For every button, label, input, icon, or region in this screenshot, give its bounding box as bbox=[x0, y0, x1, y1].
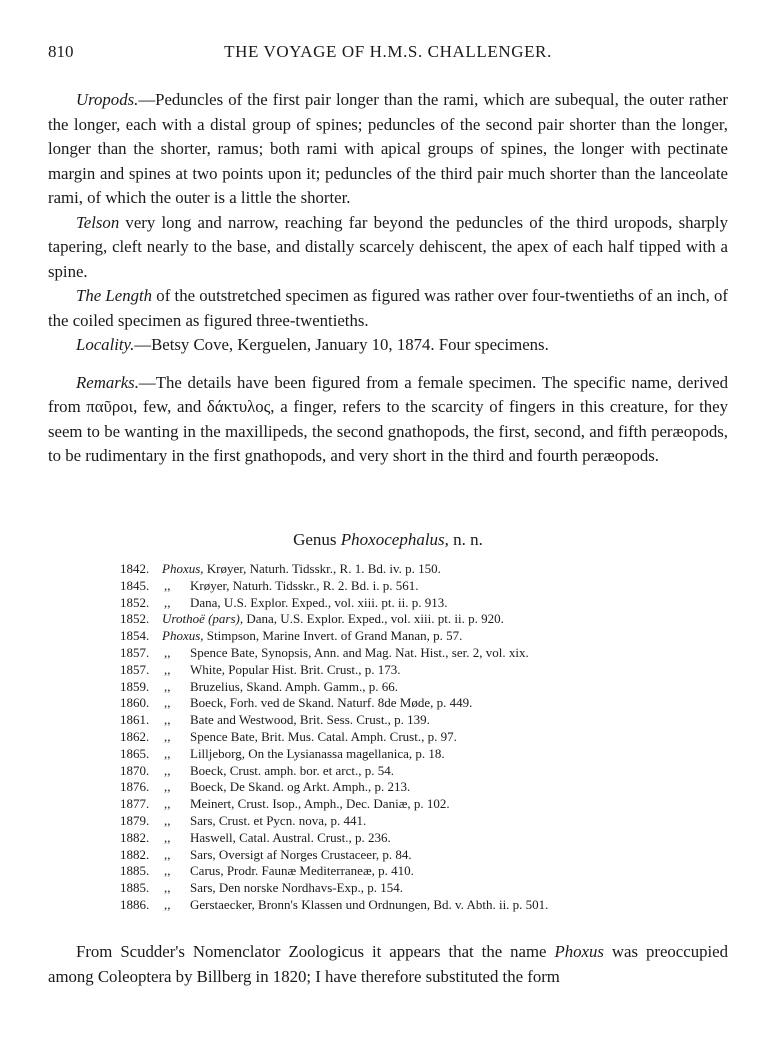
reference-citation: Spence Bate, Brit. Mus. Catal. Amph. Crust., p. 97. bbox=[190, 728, 457, 744]
reference-genus: ,, bbox=[164, 712, 171, 728]
running-header bbox=[48, 42, 728, 66]
reference-row bbox=[120, 863, 700, 880]
reference-year: 1885. bbox=[120, 863, 150, 879]
reference-genus: ,, bbox=[164, 812, 171, 828]
reference-genus: ,, bbox=[164, 762, 171, 778]
telson-paragraph bbox=[48, 211, 728, 285]
length-text: of the outstretched specimen as figured was rather over four-twentieths of an inch, of the coiled specimen as figured three-twentieths. bbox=[48, 286, 728, 330]
reference-year: 1845. bbox=[120, 577, 150, 593]
reference-citation: Spence Bate, Synopsis, Ann. and Mag. Nat. Hist., ser. 2, vol. xix. bbox=[190, 644, 529, 660]
reference-row bbox=[120, 595, 700, 612]
description-text bbox=[48, 88, 728, 469]
telson-text: very long and narrow, reaching far beyond the peduncles of the third uropods, sharply tapering, cleft nearly to the base, and distally scarcely dehiscent, the apex of each half tipped with a spine. bbox=[48, 212, 728, 281]
uropods-text: —Peduncles of the first pair longer than the rami, which are subequal, the outer rather the longer, each with a distal group of spines; peduncles of the second pair shorter than the longer, longer than the shorter, ramus; both rami with apical groups of spines, the longer with pectinate margin and spines at two points upon it; peduncles of the third pair much shorter than the lanceolate rami, of which the outer is a little the shorter. bbox=[48, 90, 728, 207]
reference-citation: Boeck, Crust. amph. bor. et arct., p. 54. bbox=[190, 762, 394, 778]
length-paragraph bbox=[48, 284, 728, 333]
reference-row bbox=[120, 695, 700, 712]
reference-citation: Sars, Oversigt af Norges Crustaceer, p. 84. bbox=[190, 846, 412, 862]
reference-row bbox=[120, 578, 700, 595]
reference-year: 1882. bbox=[120, 846, 150, 862]
reference-genus: ,, bbox=[164, 644, 171, 660]
uropods-label: Uropods. bbox=[76, 90, 139, 109]
reference-genus: ,, bbox=[164, 745, 171, 761]
reference-year: 1876. bbox=[120, 779, 150, 795]
reference-citation: Sars, Crust. et Pycn. nova, p. 441. bbox=[190, 812, 367, 828]
reference-genus: ,, bbox=[164, 695, 171, 711]
reference-citation: Boeck, De Skand. og Arkt. Amph., p. 213. bbox=[190, 779, 411, 795]
reference-citation: Haswell, Catal. Austral. Crust., p. 236. bbox=[190, 829, 391, 845]
locality-text: —Betsy Cove, Kerguelen, January 10, 1874. Four specimens. bbox=[134, 335, 549, 354]
reference-citation: Bate and Westwood, Brit. Sess. Crust., p. 139. bbox=[190, 712, 430, 728]
reference-year: 1860. bbox=[120, 695, 150, 711]
reference-year: 1854. bbox=[120, 628, 150, 644]
uropods-paragraph bbox=[48, 88, 728, 211]
reference-year: 1865. bbox=[120, 745, 150, 761]
reference-row bbox=[120, 561, 700, 578]
reference-year: 1879. bbox=[120, 812, 150, 828]
locality-label: Locality. bbox=[76, 335, 135, 354]
reference-genus: ,, bbox=[164, 594, 171, 610]
reference-year: 1877. bbox=[120, 796, 150, 812]
reference-genus: ,, bbox=[164, 829, 171, 845]
reference-row bbox=[120, 897, 700, 914]
reference-year: 1852. bbox=[120, 611, 150, 627]
reference-genus: ,, bbox=[164, 779, 171, 795]
remarks-label: Remarks. bbox=[76, 372, 139, 392]
reference-year: 1885. bbox=[120, 880, 150, 896]
reference-citation: Meinert, Crust. Isop., Amph., Dec. Daniæ, p. 102. bbox=[190, 796, 450, 812]
reference-row bbox=[120, 645, 700, 662]
reference-row bbox=[120, 847, 700, 864]
reference-row bbox=[120, 779, 700, 796]
reference-citation: Bruzelius, Skand. Amph. Gamm., p. 66. bbox=[190, 678, 398, 694]
reference-row bbox=[120, 830, 700, 847]
reference-year: 1870. bbox=[120, 762, 150, 778]
reference-year: 1852. bbox=[120, 594, 150, 610]
reference-genus: ,, bbox=[164, 796, 171, 812]
reference-genus: ,, bbox=[164, 678, 171, 694]
reference-genus: ,, bbox=[164, 863, 171, 879]
reference-genus: Phoxus, bbox=[162, 561, 204, 576]
reference-year: 1857. bbox=[120, 644, 150, 660]
reference-citation: Boeck, Forh. ved de Skand. Naturf. 8de Møde, p. 449. bbox=[190, 695, 473, 711]
reference-year: 1857. bbox=[120, 661, 150, 677]
reference-citation: Krøyer, Naturh. Tidsskr., R. 1. Bd. iv. p. 150. bbox=[206, 561, 441, 576]
reference-genus: Phoxus, bbox=[162, 628, 204, 644]
genus-name: Phoxocephalus bbox=[340, 530, 445, 549]
reference-row bbox=[120, 611, 700, 628]
reference-year: 1842. bbox=[120, 561, 150, 576]
reference-row bbox=[120, 796, 700, 813]
closing-part-2: was preoccupied among Coleoptera by Billberg in 1820; I have therefore substituted the form bbox=[48, 942, 728, 986]
closing-genus-name: Phoxus bbox=[554, 942, 604, 961]
reference-citation: Krøyer, Naturh. Tidsskr., R. 2. Bd. i. p. 561. bbox=[190, 577, 419, 593]
reference-genus: ,, bbox=[164, 846, 171, 862]
closing-text bbox=[48, 940, 728, 989]
reference-genus: ,, bbox=[164, 728, 171, 744]
reference-year: 1886. bbox=[120, 896, 150, 912]
reference-genus: ,, bbox=[164, 880, 171, 896]
reference-citation: White, Popular Hist. Brit. Crust., p. 173. bbox=[190, 661, 401, 677]
reference-row bbox=[120, 729, 700, 746]
reference-citation: Dana, U.S. Explor. Exped., vol. xiii. pt. ii. p. 920. bbox=[246, 611, 504, 627]
reference-genus: Urothoë (pars), bbox=[162, 611, 244, 627]
reference-year: 1882. bbox=[120, 829, 150, 845]
reference-citation: Stimpson, Marine Invert. of Grand Manan, p. 57. bbox=[206, 628, 463, 644]
reference-citation: Sars, Den norske Nordhavs-Exp., p. 154. bbox=[190, 880, 404, 896]
genus-heading bbox=[48, 530, 728, 550]
reference-genus: ,, bbox=[164, 661, 171, 677]
reference-row bbox=[120, 763, 700, 780]
reference-row bbox=[120, 712, 700, 729]
remarks-paragraph bbox=[48, 371, 728, 469]
genus-prefix: Genus bbox=[293, 530, 341, 549]
page-number: 810 bbox=[48, 42, 74, 61]
reference-citation: Lilljeborg, On the Lysianassa magellanica, p. 18. bbox=[190, 745, 445, 761]
length-label: The Length bbox=[76, 286, 153, 305]
reference-genus: ,, bbox=[164, 896, 171, 912]
closing-part-1: From Scudder's Nomenclator Zoologicus it appears that the name bbox=[76, 942, 555, 961]
reference-row bbox=[120, 662, 700, 679]
synonymy-list bbox=[120, 561, 700, 914]
running-title: THE VOYAGE OF H.M.S. CHALLENGER. bbox=[224, 42, 552, 61]
closing-paragraph bbox=[48, 940, 728, 989]
reference-row bbox=[120, 679, 700, 696]
reference-year: 1861. bbox=[120, 712, 150, 728]
telson-label: Telson bbox=[76, 212, 120, 232]
locality-paragraph bbox=[48, 333, 728, 358]
reference-row bbox=[120, 813, 700, 830]
reference-year: 1862. bbox=[120, 728, 150, 744]
remarks-text: —The details have been figured from a female specimen. The specific name, derived from παῦροι, few, and δάκτυλος, a finger, refers to the scarcity of fingers in this creature, for they seem to be wanting in the maxillipeds, the second gnathopods, the first, second, and fifth peræopods, to be rudimentary in the first gnathopods, and very short in the third and fourth peræopods. bbox=[48, 372, 728, 465]
reference-row bbox=[120, 628, 700, 645]
reference-year: 1859. bbox=[120, 678, 150, 694]
reference-citation: Gerstaecker, Bronn's Klassen und Ordnungen, Bd. v. Abth. ii. p. 501. bbox=[190, 896, 549, 912]
reference-row bbox=[120, 880, 700, 897]
reference-row bbox=[120, 746, 700, 763]
genus-suffix: , n. n. bbox=[444, 530, 483, 549]
reference-citation: Carus, Prodr. Faunæ Mediterraneæ, p. 410. bbox=[190, 863, 414, 879]
reference-citation: Dana, U.S. Explor. Exped., vol. xiii. pt. ii. p. 913. bbox=[190, 594, 448, 610]
reference-genus: ,, bbox=[164, 577, 171, 593]
